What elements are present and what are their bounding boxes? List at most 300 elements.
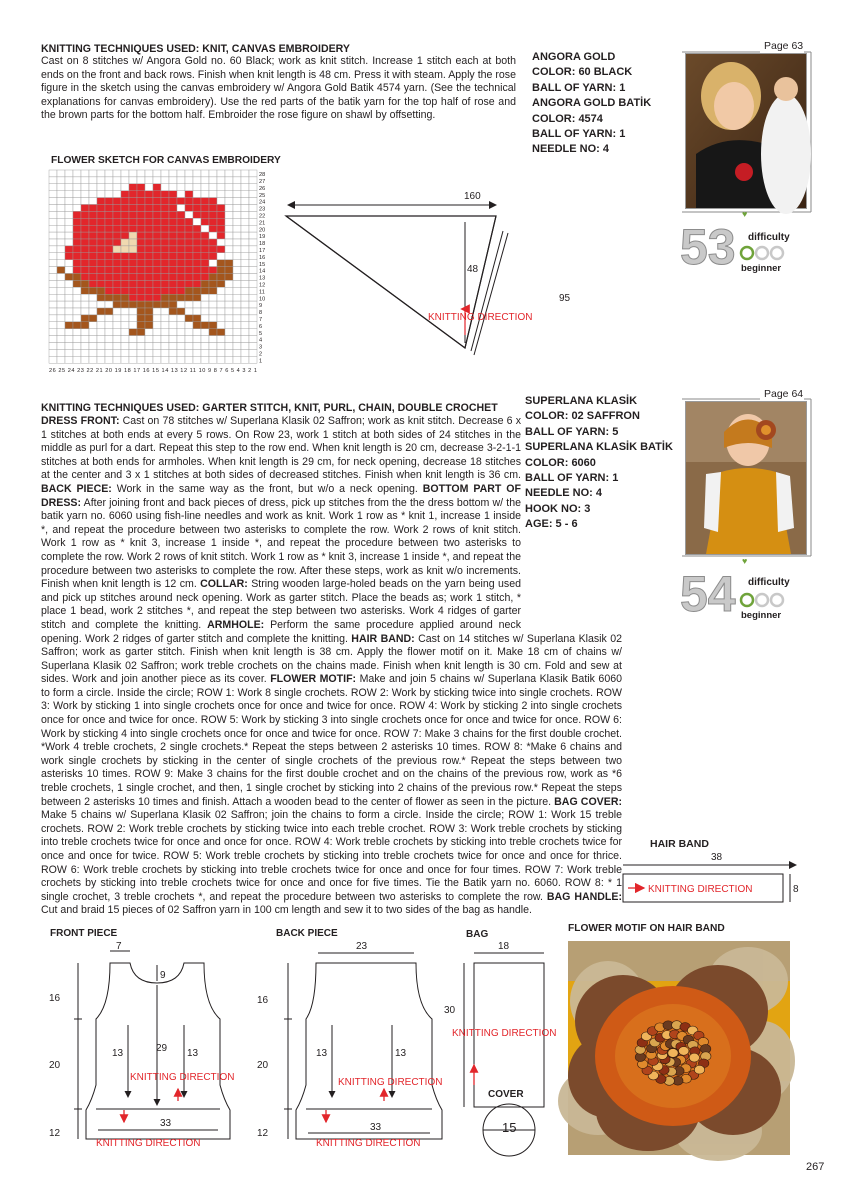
chart-cell — [145, 253, 153, 260]
chart-cell — [193, 267, 201, 274]
chart-cell — [129, 211, 137, 218]
chart-cell — [201, 191, 209, 198]
chart-cell — [233, 198, 241, 205]
chart-cell — [185, 336, 193, 343]
chart-cell — [201, 170, 209, 177]
chart-cell — [113, 315, 121, 322]
chart-row-label: 9 — [259, 303, 263, 310]
chart-cell — [89, 301, 97, 308]
chart-cell — [233, 218, 241, 225]
chart-cell — [217, 315, 225, 322]
chart-cell — [57, 177, 65, 184]
difficulty-label-54: difficulty — [748, 577, 790, 588]
chart-cell — [225, 349, 233, 356]
chart-cell — [145, 267, 153, 274]
chart-cell — [177, 356, 185, 363]
chart-cell — [105, 294, 113, 301]
chart-cell — [233, 356, 241, 363]
chart-cell — [57, 315, 65, 322]
chart-cell — [97, 267, 105, 274]
chart-cell — [113, 191, 121, 198]
chart-cell — [153, 315, 161, 322]
chart-cell — [209, 246, 217, 253]
chart-cell — [217, 211, 225, 218]
chart-cell — [129, 218, 137, 225]
chart-cell — [81, 198, 89, 205]
spec-line: AGE: 5 - 6 — [525, 518, 578, 531]
front-dim-12: 12 — [49, 1128, 61, 1139]
front-dim-33: 33 — [160, 1118, 172, 1129]
chart-cell — [201, 211, 209, 218]
chart-cell — [225, 267, 233, 274]
chart-cell — [201, 274, 209, 281]
chart-cell — [49, 170, 57, 177]
chart-cell — [161, 260, 169, 267]
chart-cell — [73, 191, 81, 198]
chart-cell — [241, 191, 249, 198]
chart-cell — [225, 205, 233, 212]
spec-line: COLOR: 60 BLACK — [532, 66, 633, 79]
chart-cell — [225, 287, 233, 294]
chart-cell — [177, 294, 185, 301]
chart-cell — [153, 336, 161, 343]
chart-cell — [241, 329, 249, 336]
chart-cell — [65, 177, 73, 184]
chart-cell — [65, 170, 73, 177]
chart-cell — [89, 274, 97, 281]
chart-cell — [129, 198, 137, 205]
flower-motif-photo — [568, 941, 790, 1155]
chart-cell — [161, 301, 169, 308]
chart-cell — [249, 218, 257, 225]
chart-cell — [153, 184, 161, 191]
chart-cell — [145, 287, 153, 294]
chart-cell — [161, 343, 169, 350]
chart-cell — [209, 225, 217, 232]
chart-cell — [65, 218, 73, 225]
chart-row-label: 3 — [259, 344, 263, 351]
chart-cell — [233, 267, 241, 274]
chart-cell — [97, 315, 105, 322]
chart-cell — [57, 329, 65, 336]
section-54-heading-wrap — [41, 402, 521, 414]
section-54-heading: KNITTING TECHNIQUES USED: GARTER STITCH, KNIT, PURL, CHAIN, DOUBLE CROCHET — [41, 402, 498, 414]
chart-cell — [201, 253, 209, 260]
chart-cell — [57, 287, 65, 294]
chart-cell — [217, 205, 225, 212]
chart-cell — [129, 349, 137, 356]
chart-cell — [81, 225, 89, 232]
chart-cell — [201, 218, 209, 225]
chart-cell — [185, 308, 193, 315]
chart-cell — [169, 205, 177, 212]
chart-cell — [145, 274, 153, 281]
chart-cell — [121, 253, 129, 260]
chart-row-label: 26 — [259, 185, 266, 192]
chart-cell — [65, 294, 73, 301]
chart-cell — [121, 274, 129, 281]
chart-cell — [161, 170, 169, 177]
chart-cell — [81, 301, 89, 308]
chart-cell — [233, 280, 241, 287]
chart-cell — [177, 267, 185, 274]
chart-cell — [177, 315, 185, 322]
chart-cell — [161, 239, 169, 246]
chart-cell — [177, 246, 185, 253]
chart-cell — [97, 211, 105, 218]
chart-cell — [57, 280, 65, 287]
chart-cell — [193, 191, 201, 198]
chart-cell — [97, 246, 105, 253]
chart-row-label: 6 — [259, 323, 263, 330]
chart-cell — [233, 253, 241, 260]
back-dim-12: 12 — [257, 1128, 269, 1139]
chart-cell — [129, 177, 137, 184]
chart-cell — [169, 198, 177, 205]
chart-cell — [113, 232, 121, 239]
chart-cell — [49, 232, 57, 239]
bottom-part-label: BOTTOM PART OF DRESS: — [41, 482, 522, 509]
chart-cell — [249, 308, 257, 315]
chart-cell — [137, 239, 145, 246]
bag-title: BAG — [466, 929, 489, 940]
chart-cell — [81, 322, 89, 329]
chart-cell — [145, 349, 153, 356]
chart-cell — [185, 274, 193, 281]
chart-cell — [129, 356, 137, 363]
chart-cell — [217, 260, 225, 267]
chart-cell — [249, 225, 257, 232]
chart-cell — [185, 170, 193, 177]
chart-cell — [217, 336, 225, 343]
rose-embroidery-chart — [49, 168, 289, 378]
chart-cell — [225, 322, 233, 329]
chart-cell — [65, 184, 73, 191]
chart-cell — [145, 191, 153, 198]
chart-cell — [225, 280, 233, 287]
chart-cell — [73, 349, 81, 356]
chart-cell — [49, 308, 57, 315]
spec-line: NEEDLE NO: 4 — [525, 487, 603, 500]
chart-cell — [201, 349, 209, 356]
chart-cell — [113, 287, 121, 294]
chart-cell — [169, 349, 177, 356]
heart-icon: ♥ — [742, 209, 748, 219]
chart-cell — [129, 301, 137, 308]
chart-cell — [249, 184, 257, 191]
yarn-spec-53 — [532, 50, 672, 158]
chart-row-label: 10 — [259, 296, 266, 303]
chart-cell — [217, 287, 225, 294]
chart-cell — [177, 177, 185, 184]
chart-cell — [113, 329, 121, 336]
chart-cell — [201, 280, 209, 287]
chart-cell — [57, 253, 65, 260]
chart-row-label: 4 — [259, 337, 263, 344]
chart-cell — [217, 218, 225, 225]
chart-cell — [209, 177, 217, 184]
chart-cell — [65, 343, 73, 350]
chart-cell — [81, 184, 89, 191]
chart-cell — [193, 336, 201, 343]
chart-cell — [121, 205, 129, 212]
chart-cell — [241, 315, 249, 322]
chart-cell — [177, 232, 185, 239]
chart-cell — [137, 356, 145, 363]
chart-cell — [73, 336, 81, 343]
chart-cell — [249, 260, 257, 267]
chart-row-label: 16 — [259, 254, 266, 261]
chart-cell — [145, 225, 153, 232]
chart-cell — [89, 322, 97, 329]
chart-cell — [137, 198, 145, 205]
chart-cell — [209, 239, 217, 246]
chart-cell — [89, 232, 97, 239]
difficulty-dot-empty-icon — [756, 247, 768, 259]
chart-cell — [49, 184, 57, 191]
chart-cell — [209, 184, 217, 191]
chart-cell — [73, 198, 81, 205]
chart-cell — [241, 274, 249, 281]
chart-cell — [121, 232, 129, 239]
chart-cell — [97, 205, 105, 212]
chart-cell — [105, 218, 113, 225]
chart-cell — [73, 211, 81, 218]
chart-cell — [121, 218, 129, 225]
chart-cell — [193, 246, 201, 253]
chart-cell — [97, 232, 105, 239]
chart-cell — [129, 232, 137, 239]
chart-cell — [201, 294, 209, 301]
chart-cell — [217, 329, 225, 336]
chart-cell — [137, 225, 145, 232]
chart-cell — [241, 239, 249, 246]
chart-cell — [89, 198, 97, 205]
chart-cell — [209, 274, 217, 281]
chart-cell — [65, 315, 73, 322]
chart-cell — [241, 246, 249, 253]
chart-cell — [161, 198, 169, 205]
chart-cell — [145, 239, 153, 246]
chart-cell — [193, 198, 201, 205]
chart-cell — [153, 191, 161, 198]
chart-cell — [185, 301, 193, 308]
chart-cell — [233, 260, 241, 267]
chart-cell — [73, 218, 81, 225]
flower-motif-label: FLOWER MOTIF: — [270, 673, 357, 686]
chart-cell — [185, 315, 193, 322]
chart-cell — [145, 322, 153, 329]
chart-cell — [73, 260, 81, 267]
chart-cell — [201, 246, 209, 253]
chart-cell — [49, 267, 57, 274]
chart-cell — [241, 343, 249, 350]
chart-cell — [105, 239, 113, 246]
chart-cell — [137, 287, 145, 294]
shawl-diagram — [278, 183, 571, 368]
chart-cell — [153, 280, 161, 287]
chart-cell — [225, 336, 233, 343]
chart-cell — [129, 225, 137, 232]
chart-cell — [137, 232, 145, 239]
chart-cell — [241, 308, 249, 315]
chart-cell — [217, 239, 225, 246]
chart-cell — [121, 184, 129, 191]
chart-cell — [73, 184, 81, 191]
shawl-knitting-direction: KNITTING DIRECTION — [428, 312, 533, 323]
chart-cell — [193, 294, 201, 301]
chart-cell — [49, 322, 57, 329]
chart-cell — [233, 329, 241, 336]
chart-cell — [129, 308, 137, 315]
chart-cell — [169, 280, 177, 287]
chart-cell — [49, 253, 57, 260]
front-piece-title: FRONT PIECE — [50, 928, 118, 939]
chart-cell — [113, 356, 121, 363]
chart-cell — [49, 315, 57, 322]
chart-cell — [145, 218, 153, 225]
chart-cell — [129, 315, 137, 322]
chart-cell — [225, 356, 233, 363]
spec-line: BALL OF YARN: 1 — [532, 81, 626, 94]
back-piece-diagram — [254, 925, 464, 1155]
flower-motif-text: Make and join 5 chains w/ Superlana Klasik Batik 6060 to form a circle. Inside the circle; ROW 1: Work 8 single crochets. ROW 2: Work by sticking twice into single crochets. ROW 3: Work by sticking 1 into single crochets once for once and twice for once. ROW 4: Work by sticking 2 into single crochets once for once and twice for once. ROW 5: Work by sticking 3 into single crochets once for once and twice for once. ROW 6: Work by sticking 4 into single crochets once for once and twice for once. ROW 7: Make 3 chains for the first double crochet. *Work 4 treble crochets, 2 single crochets.* Repeat the steps between 2 asterisks 10 times. ROW 8: *Make 6 chains and work single crochets by sticking in the center of single crochets of the previous row.* Repeat the steps between two asterisks 10 times. ROW 9: Make 3 chains for the first double crochet and on the chains of the previous row, work as *6 treble crochets, 1 single crochet, and then, 1 single crochet by sticking into 2 chains of the previous row.* Repeat the steps between 2 asterisks 10 times and finish. Attach a wooden bead to the center of flower as seen in the picture. — [41, 673, 622, 808]
difficulty-dot-filled-icon — [741, 247, 753, 259]
chart-cell — [113, 260, 121, 267]
chart-cell — [185, 356, 193, 363]
chart-cell — [89, 170, 97, 177]
chart-cell — [193, 218, 201, 225]
chart-cell — [153, 274, 161, 281]
chart-cell — [161, 177, 169, 184]
chart-cell — [121, 301, 129, 308]
chart-cell — [161, 356, 169, 363]
front-piece-diagram — [44, 925, 254, 1155]
chart-cell — [153, 343, 161, 350]
chart-cell — [73, 225, 81, 232]
chart-cell — [81, 274, 89, 281]
chart-cell — [209, 253, 217, 260]
chart-cell — [89, 287, 97, 294]
chart-cell — [233, 322, 241, 329]
chart-cell — [49, 198, 57, 205]
chart-cell — [209, 191, 217, 198]
chart-cell — [105, 287, 113, 294]
hair-band-text: Cast on 14 stitches w/ Superlana Klasik 02 Saffron; work as garter stitch. Finish when knit length is 38 cm. Apply the flower motif on it. Make 18 cm of chains w/ Superlana Klasik 02 Saffron; work treble crochets on the chains made. Finish when knit length is 30 cm. Fold and sew at sides. Work and join another piece as its cover. — [41, 632, 622, 686]
chart-cell — [129, 246, 137, 253]
chart-cell — [145, 246, 153, 253]
chart-cell — [65, 329, 73, 336]
chart-cell — [233, 246, 241, 253]
chart-cell — [209, 343, 217, 350]
chart-cell — [81, 356, 89, 363]
chart-cell — [161, 287, 169, 294]
chart-cell — [249, 280, 257, 287]
chart-cell — [49, 349, 57, 356]
chart-cell — [241, 205, 249, 212]
chart-cell — [113, 184, 121, 191]
chart-cell — [169, 225, 177, 232]
flower-motif-title: FLOWER MOTIF ON HAIR BAND — [568, 923, 725, 934]
chart-row-label: 20 — [259, 227, 266, 234]
chart-cell — [113, 274, 121, 281]
chart-cell — [241, 218, 249, 225]
chart-cell — [241, 253, 249, 260]
chart-cell — [145, 280, 153, 287]
chart-cell — [249, 246, 257, 253]
chart-cell — [137, 280, 145, 287]
chart-cell — [105, 198, 113, 205]
chart-cell — [177, 349, 185, 356]
chart-cell — [121, 308, 129, 315]
chart-cell — [129, 205, 137, 212]
spec-line: SUPERLANA KLASİK — [525, 395, 638, 407]
chart-cell — [73, 177, 81, 184]
chart-cell — [105, 322, 113, 329]
front-direction-bottom: KNITTING DIRECTION — [96, 1138, 201, 1149]
chart-cell — [153, 225, 161, 232]
chart-cell — [233, 239, 241, 246]
chart-cell — [49, 218, 57, 225]
chart-cell — [233, 274, 241, 281]
chart-cell — [217, 343, 225, 350]
chart-cell — [65, 267, 73, 274]
chart-cell — [201, 232, 209, 239]
back-dim-23: 23 — [356, 941, 368, 952]
chart-cell — [169, 336, 177, 343]
chart-cell — [201, 205, 209, 212]
hair-band-width: 8 — [793, 884, 799, 895]
chart-cell — [121, 287, 129, 294]
chart-cell — [57, 260, 65, 267]
chart-cell — [161, 211, 169, 218]
chart-cell — [97, 356, 105, 363]
chart-cell — [177, 198, 185, 205]
chart-row-label: 13 — [259, 275, 266, 282]
chart-cell — [153, 329, 161, 336]
chart-cell — [217, 225, 225, 232]
hair-band-title: HAIR BAND — [650, 838, 709, 850]
chart-cell — [57, 218, 65, 225]
chart-cell — [169, 246, 177, 253]
chart-cell — [57, 239, 65, 246]
chart-cell — [161, 274, 169, 281]
chart-cell — [89, 205, 97, 212]
chart-cell — [57, 211, 65, 218]
spec-line: COLOR: 4574 — [532, 112, 603, 125]
chart-cell — [169, 177, 177, 184]
chart-cell — [129, 294, 137, 301]
chart-cell — [121, 239, 129, 246]
chart-cell — [161, 225, 169, 232]
section-53-body: Cast on 8 stitches w/ Angora Gold no. 60 Black; work as knit stitch. Increase 1 stitch each at both ends on the front and back rows. Finish when knit length is 48 cm. Press it with steam. Apply the rose figure in the sketch using the canvas embroidery w/ Angora Gold Batik 4574 yarn. (See the technical explanations for canvas embroidery). Use the red parts of the batik yarn for the top half of rose and the brown parts for the bottom half. Embroider the rose figure on shawl by offsetting. — [41, 55, 516, 122]
chart-cell — [153, 260, 161, 267]
chart-cell — [185, 225, 193, 232]
chart-cell — [249, 274, 257, 281]
chart-cell — [217, 191, 225, 198]
chart-cell — [169, 191, 177, 198]
page-number: 267 — [806, 1161, 825, 1173]
chart-cell — [225, 170, 233, 177]
chart-cell — [97, 343, 105, 350]
chart-cell — [105, 315, 113, 322]
chart-cell — [65, 356, 73, 363]
chart-cell — [105, 308, 113, 315]
chart-cell — [73, 253, 81, 260]
chart-cell — [113, 198, 121, 205]
chart-cell — [209, 322, 217, 329]
chart-cell — [105, 343, 113, 350]
